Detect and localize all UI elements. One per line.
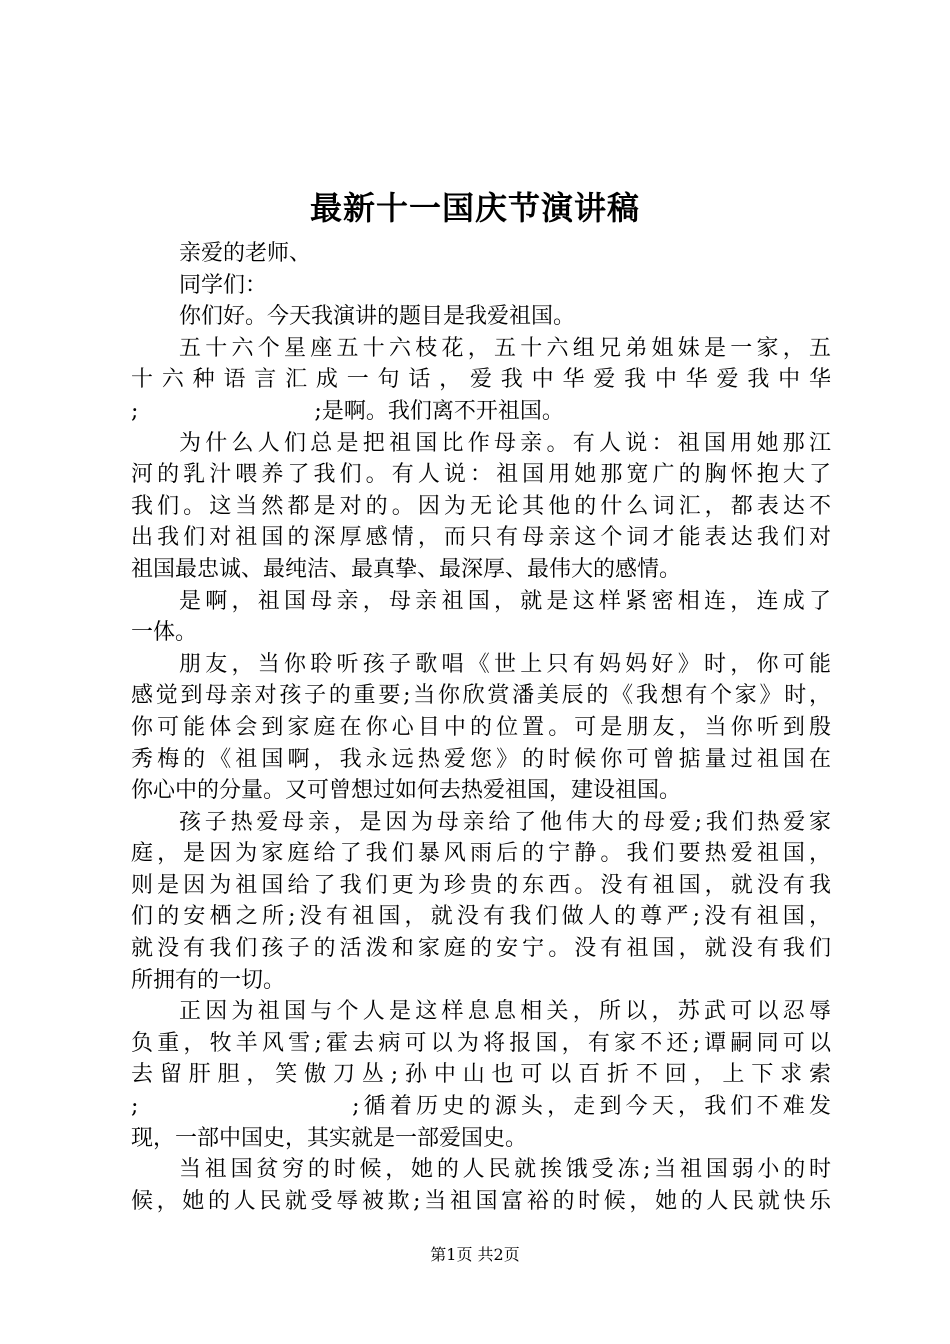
document-title: 最新十一国庆节演讲稿 <box>309 189 640 227</box>
text-line: 你心中的分量。又可曾想过如何去热爱祖国，建设祖国。 <box>131 778 682 804</box>
text-line: 庭，是因为家庭给了我们暴风雨后的宁静。我们要热爱祖国， <box>131 841 831 867</box>
text-line: 去留肝胆，笑傲刀丛;孙中山也可以百折不回，上下求索 <box>131 1062 831 1088</box>
text-line: 正因为祖国与个人是这样息息相关，所以，苏武可以忍辱 <box>179 999 831 1025</box>
text-line: 们的安栖之所;没有祖国，就没有我们做人的尊严;没有祖国， <box>131 904 831 930</box>
document-body <box>131 238 831 1217</box>
text-line: 孩子热爱母亲，是因为母亲给了他伟大的母爱;我们热爱家 <box>179 809 831 835</box>
text-line: 是啊，祖国母亲，母亲祖国，就是这样紧密相连，连成了 <box>179 588 831 614</box>
text-line: 你们好。今天我演讲的题目是我爱祖国。 <box>179 304 576 330</box>
text-line: 十六种语言汇成一句话，爱我中华爱我中华爱我中华 <box>131 367 831 393</box>
text-line: 出我们对祖国的深厚感情，而只有母亲这个词才能表达我们对 <box>131 525 831 551</box>
text-line: 我们。这当然都是对的。因为无论其他的什么词汇，都表达不 <box>131 493 831 519</box>
text-line: 就没有我们孩子的活泼和家庭的安宁。没有祖国，就没有我们 <box>131 936 831 962</box>
text-line: 为什么人们总是把祖国比作母亲。有人说：祖国用她那江 <box>179 430 831 456</box>
text-line: 亲爱的老师、 <box>179 241 312 266</box>
text-line: 候，她的人民就受辱被欺;当祖国富裕的时候，她的人民就快乐 <box>131 1188 831 1214</box>
text-line: 同学们： <box>179 272 268 298</box>
text-line: 则是因为祖国给了我们更为珍贵的东西。没有祖国，就没有我 <box>131 872 831 898</box>
text-line: 朋友，当你聆听孩子歌唱《世上只有妈妈好》时，你可能 <box>179 651 831 677</box>
text-line: 当祖国贫穷的时候，她的人民就挨饿受冻;当祖国弱小的时 <box>179 1157 831 1183</box>
text-line: 五十六个星座五十六枝花，五十六组兄弟姐妹是一家，五 <box>179 335 831 361</box>
text-line: ; ;循着历史的源头，走到今天，我们不难发 <box>131 1094 831 1120</box>
text-line: 秀梅的《祖国啊，我永远热爱您》的时候你可曾掂量过祖国在 <box>131 746 831 772</box>
text-line: 负重，牧羊风雪;霍去病可以为将报国，有家不还;谭嗣同可以 <box>131 1030 831 1056</box>
text-line: 现，一部中国史，其实就是一部爱国史。 <box>131 1125 528 1151</box>
text-line: 祖国最忠诚、最纯洁、最真挚、最深厚、最伟大的感情。 <box>131 556 682 582</box>
text-line: ; ;是啊。我们离不开祖国。 <box>131 398 564 424</box>
text-line: 所拥有的一切。 <box>131 967 286 993</box>
text-line: 一体。 <box>131 620 198 646</box>
text-line: 你可能体会到家庭在你心目中的位置。可是朋友，当你听到殷 <box>131 714 831 740</box>
text-line: 河的乳汁喂养了我们。有人说：祖国用她那宽广的胸怀抱大了 <box>131 462 831 488</box>
text-line: 感觉到母亲对孩子的重要;当你欣赏潘美辰的《我想有个家》时， <box>131 683 831 709</box>
page-footer: 第1页 共2页 <box>430 1245 520 1264</box>
